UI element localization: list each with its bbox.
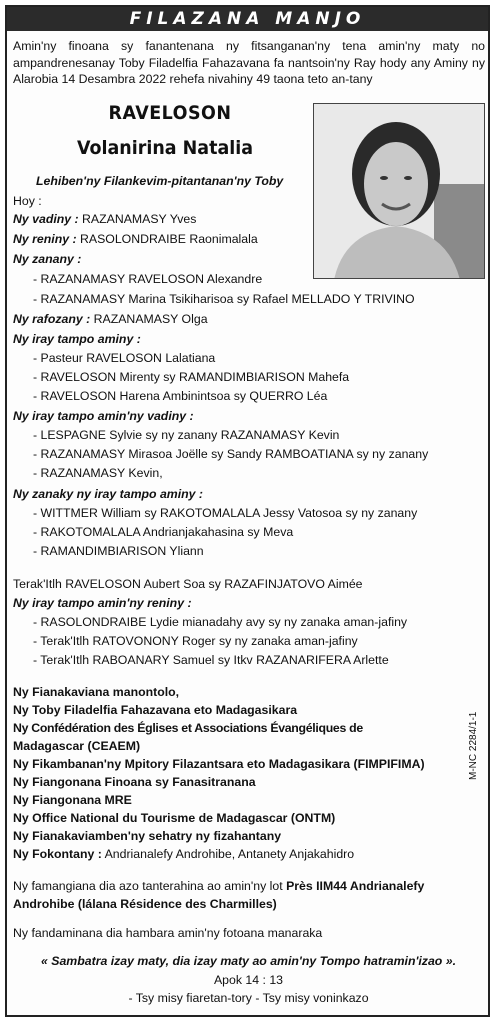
wake-line-1 <box>13 878 424 894</box>
org-item: Ny Fiangonana Finoana sy Fanasitranana <box>13 775 256 789</box>
org-item: Ny Toby Filadelfia Fahazavana eto Madagasikara <box>13 703 298 717</box>
deceased-surname: RAVELOSON <box>108 102 232 124</box>
spouse-sibling-item: - RAZANAMASY Mirasoa Joëlle sy Sandy RAMBOATIANA sy ny zanany <box>33 447 429 461</box>
mother-label: Ny reniny : <box>13 232 77 246</box>
portrait-image <box>314 104 485 279</box>
intro-paragraph: Amin'ny finoana sy fanantenana ny fitsanganan'ny tena amin'ny maty no ampandrenesanay Toby Filadelfia Fahazavana fa nantsoin'ny Ray hody any Aminy ny Alarobia 14 Desambra 2022 rehefa nivahiny 49 taona teto an-tany <box>13 39 485 86</box>
spouse-siblings-label: Ny iray tampo amin'ny vadiny : <box>13 409 194 423</box>
notice-title: FILAZANA MANJO <box>7 7 488 31</box>
org-item: Ny Office National du Tourisme de Madagascar (ONTM) <box>13 811 336 825</box>
siblings-label: Ny iray tampo aminy : <box>13 332 141 346</box>
bible-quote: « Sambatra izay maty, dia izay maty ao amin'ny Tompo hatramin'izao ». <box>41 954 456 968</box>
child-item: - RAZANAMASY Marina Tsikiharisoa sy Rafael MELLADO Y TRIVINO <box>33 292 415 306</box>
father-label: Ny vadiny : <box>13 212 79 226</box>
wake-location: Près IIM44 Andrianalefy <box>286 879 425 893</box>
fokontany-label: Ny Fokontany : <box>13 847 102 861</box>
spouse-sibling-item: - RAZANAMASY Kevin, <box>33 466 163 480</box>
wake-line-2: Androhibe (lálana Résidence des Charmilles) <box>13 897 277 911</box>
grandchild-label: Ny rafozany : <box>13 312 91 326</box>
father-line <box>13 211 196 227</box>
org-item: Ny Confédération des Églises et Associations Évangéliques de <box>13 721 363 735</box>
father-name: RAZANAMASY Yves <box>82 212 197 226</box>
nephew-item: - WITTMER William sy RAKOTOMALALA Jessy Vatosoa sy ny zanany <box>33 506 418 520</box>
fokontany-value: Andrianalefy Androhibe, Antanety Anjakahidro <box>104 847 355 861</box>
spouse-sibling-item: - LESPAGNE Sylvie sy ny zanany RAZANAMASY Kevin <box>33 428 340 442</box>
mother-sibling-item: - Terak'Itlh RABOANARY Samuel sy Itkv RAZANARIFERA Arlette <box>33 653 389 667</box>
deceased-photo <box>313 103 485 279</box>
footer-note: - Tsy misy fiaretan-tory - Tsy misy voninkazo <box>128 991 369 1005</box>
hoy-label: Hoy : <box>13 194 42 208</box>
mother-name: RASOLONDRAIBE Raonimalala <box>79 232 258 246</box>
sibling-item: - RAVELOSON Harena Ambinintsoa sy QUERRO Léa <box>33 389 328 403</box>
children-label: Ny zanany : <box>13 252 82 266</box>
sibling-item: - Pasteur RAVELOSON Lalatiana <box>33 351 216 365</box>
nephew-item: - RAKOTOMALALA Andrianjakahasina sy Meva <box>33 525 294 539</box>
grandchild-name: RAZANAMASY Olga <box>93 312 208 326</box>
fokontany-line <box>13 846 354 862</box>
uncle-line: Terak'Itlh RAVELOSON Aubert Soa sy RAZAFINJATOVO Aimée <box>13 577 363 591</box>
mother-sibling-item: - Terak'Itlh RATOVONONY Roger sy ny zanaka aman-jafiny <box>33 634 358 648</box>
nephew-item: - RAMANDIMBIARISON Yliann <box>33 544 204 558</box>
mother-line <box>13 231 258 247</box>
nephews-label: Ny zanaky ny iray tampo aminy : <box>13 487 203 501</box>
org-item: Ny Fianakaviamben'ny sehatry ny fizahantany <box>13 829 282 843</box>
arrangement-note: Ny fandaminana dia hambara amin'ny fotoana manaraka <box>13 926 323 940</box>
org-item: Madagascar (CEAEM) <box>13 739 141 753</box>
bible-reference: Apok 14 : 13 <box>213 973 284 987</box>
wake-text: Ny famangiana dia azo tanterahina ao amin'ny lot <box>13 879 283 893</box>
mother-siblings-label: Ny iray tampo amin'ny reniny : <box>13 596 192 610</box>
deceased-title: Lehiben'ny Filankevim-pitantanan'ny Toby <box>36 174 284 188</box>
org-item: Ny Fianakaviana manontolo, <box>13 685 180 699</box>
child-item: - RAZANAMASY RAVELOSON Alexandre <box>33 272 263 286</box>
grandchild-line <box>13 311 208 327</box>
sibling-item: - RAVELOSON Mirenty sy RAMANDIMBIARISON Mahefa <box>33 370 350 384</box>
reference-code: M-NC 2284/1-1 <box>468 711 479 780</box>
deceased-given-name: Volanirina Natalia <box>76 137 254 159</box>
org-item: Ny Fiangonana MRE <box>13 793 132 807</box>
mother-sibling-item: - RASOLONDRAIBE Lydie mianadahy avy sy ny zanaka aman-jafiny <box>33 615 408 629</box>
org-item: Ny Fikambanan'ny Mpitory Filazantsara eto Madagasikara (FIMPIFIMA) <box>13 757 425 771</box>
